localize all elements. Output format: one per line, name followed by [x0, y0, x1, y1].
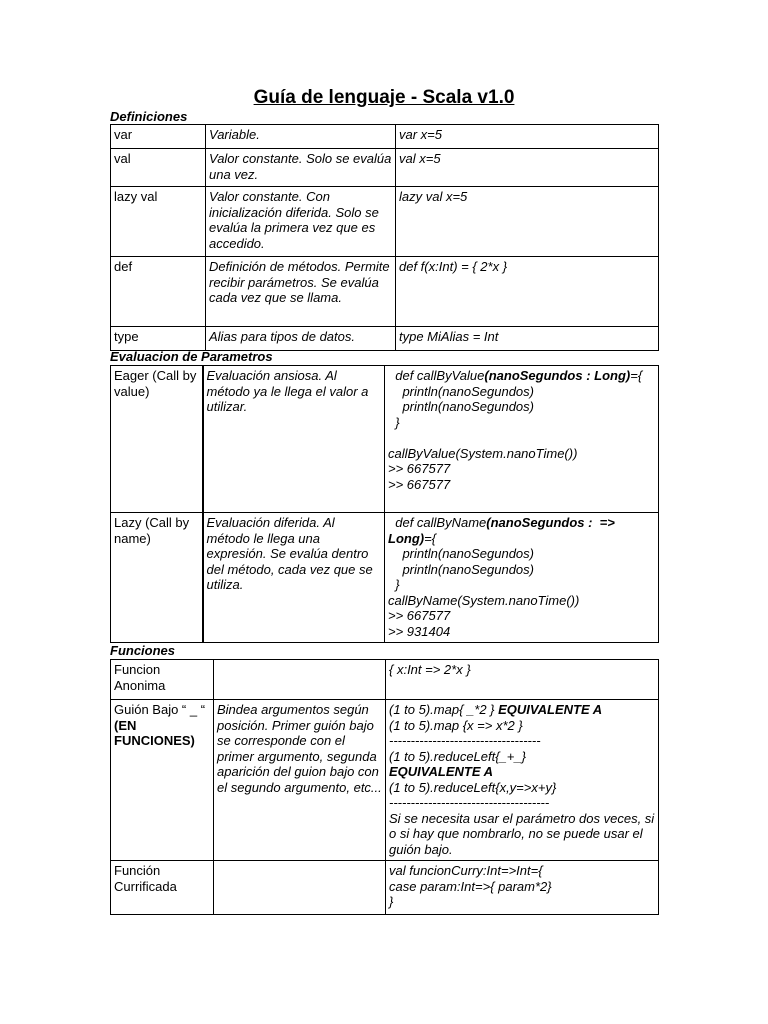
code-cell: [385, 513, 659, 643]
code-cell: [386, 861, 659, 915]
code-line: println(nanoSegundos): [388, 561, 534, 577]
code-line: >> 667577: [388, 461, 451, 476]
code-line: (1 to 5).reduceLeft{_+_}: [389, 748, 526, 764]
code-cell: [386, 700, 659, 861]
description-cell: [214, 861, 386, 915]
example-cell: def f(x:Int) = { 2*x }: [396, 257, 659, 327]
code-line: def callByValue(nanoSegundos : Long)={: [388, 368, 643, 383]
code-line: }: [388, 577, 400, 592]
code-line: [388, 430, 655, 446]
table-row: [111, 149, 659, 187]
code-line: def callByName(nanoSegundos : => Long)={: [388, 515, 619, 546]
term-cell: var: [111, 125, 206, 149]
code-line: println(nanoSegundos): [388, 546, 534, 561]
table-row: [111, 366, 659, 513]
example-cell: lazy val x=5: [396, 187, 659, 257]
description-cell: Alias para tipos de datos.: [206, 327, 396, 351]
table-row: [111, 125, 659, 149]
term-cell: lazy val: [111, 187, 206, 257]
code-line: val funcionCurry:Int=>Int={: [389, 863, 543, 878]
code-line: callByName(System.nanoTime()): [388, 592, 580, 608]
code-line: }: [388, 414, 400, 430]
evaluacion-table: [110, 365, 659, 643]
code-line: >> 667577: [388, 608, 451, 623]
code-line: (1 to 5).map {x => x*2 }: [389, 717, 523, 733]
code-cell: [385, 366, 659, 513]
table-row: [111, 660, 659, 700]
table-row: [111, 187, 659, 257]
term-cell: def: [111, 257, 206, 327]
description-cell: Variable.: [206, 125, 396, 149]
example-cell: var x=5: [396, 125, 659, 149]
code-line: }: [389, 894, 394, 909]
example-cell: type MiAlias = Int: [396, 327, 659, 351]
code-line: >> 931404: [388, 623, 451, 639]
term-cell: type: [111, 327, 206, 351]
description-cell: Valor constante. Solo se evalúa una vez.: [206, 149, 396, 187]
term-cell: Guión Bajo “ _ “ (EN FUNCIONES): [111, 700, 214, 861]
funciones-table: [110, 659, 659, 915]
code-line: EQUIVALENTE A: [389, 764, 494, 779]
section-heading-funciones: Funciones: [110, 643, 176, 658]
description-cell: Definición de métodos. Permite recibir parámetros. Se evalúa cada vez que se llama.: [206, 257, 396, 327]
term-cell: Función Currificada: [111, 861, 214, 915]
code-line: callByValue(System.nanoTime()): [388, 445, 578, 461]
example-cell: { x:Int => 2*x }: [386, 660, 659, 700]
term-cell: Eager (Call by value): [111, 366, 203, 513]
description-cell: Evaluación ansiosa. Al método ya le llega el valor a utilizar.: [203, 366, 385, 513]
description-cell: [214, 660, 386, 700]
code-line: -------------------------------------: [389, 795, 550, 810]
code-line: (1 to 5).reduceLeft{x,y=>x+y}: [389, 779, 557, 795]
code-line: case param:Int=>{ param*2}: [389, 878, 552, 894]
code-line: println(nanoSegundos): [388, 399, 534, 414]
table-row: [111, 327, 659, 351]
code-line: -----------------------------------: [389, 733, 541, 748]
description-cell: Valor constante. Con inicialización diferida. Solo se evalúa la primera vez que es accedido.: [206, 187, 396, 257]
code-line: >> 667577: [388, 476, 451, 492]
term-cell: Lazy (Call by name): [111, 513, 203, 643]
document-title: Guía de lenguaje - Scala v1.0: [253, 87, 515, 108]
definiciones-table: [110, 124, 659, 351]
section-heading-definiciones: Definiciones: [110, 109, 188, 124]
description-cell: Evaluación diferida. Al método le llega una expresión. Se evalúa dentro del método, cada vez que se utiliza.: [203, 513, 385, 643]
code-line: (1 to 5).map{ _*2 } EQUIVALENTE A: [389, 702, 603, 717]
section-heading-evaluacion: Evaluacion de Parametros: [110, 349, 273, 364]
term-cell: Funcion Anonima: [111, 660, 214, 700]
term-cell: val: [111, 149, 206, 187]
example-cell: val x=5: [396, 149, 659, 187]
code-line: Si se necesita usar el parámetro dos veces, si o si hay que nombrarlo, no se puede usar el guión bajo.: [389, 810, 658, 857]
table-row: [111, 257, 659, 327]
table-row: [111, 861, 659, 915]
code-line: println(nanoSegundos): [388, 383, 534, 399]
table-row: [111, 513, 659, 643]
description-cell: Bindea argumentos según posición. Primer guión bajo se corresponde con el primer argumento, segunda aparición del guion bajo con el segundo argumento, etc...: [214, 700, 386, 861]
table-row: [111, 700, 659, 861]
